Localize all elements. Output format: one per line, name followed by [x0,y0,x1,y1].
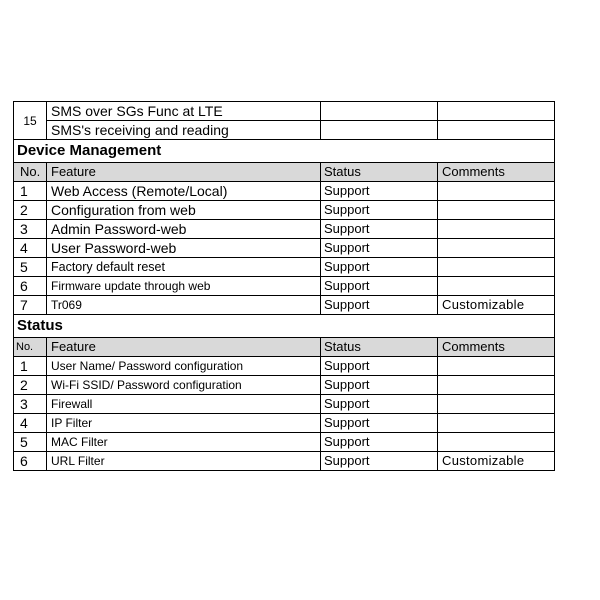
status-cell [321,121,438,140]
row-number: 3 [14,395,47,414]
status-cell: Support [321,357,438,376]
row-number: 5 [14,433,47,452]
header-feature: Feature [47,338,321,357]
table-row [14,395,555,414]
table-row [14,102,555,121]
comments-cell [438,239,555,258]
row-number: 6 [14,277,47,296]
feature-cell: IP Filter [47,414,321,433]
row-number: 4 [14,414,47,433]
comments-cell: Customizable [438,296,555,315]
table-row [14,376,555,395]
comments-cell [438,277,555,296]
feature-cell: User Password-web [47,239,321,258]
header-comments: Comments [438,163,555,182]
feature-spec-sheet [13,101,554,471]
feature-cell: User Name/ Password configuration [47,357,321,376]
feature-table [13,101,555,471]
comments-cell [438,102,555,121]
row-number: 1 [14,182,47,201]
feature-cell: Configuration from web [47,201,321,220]
row-number: 15 [14,102,47,140]
status-cell: Support [321,258,438,277]
table-row [14,433,555,452]
section-heading-row [14,140,555,163]
comments-cell [438,201,555,220]
comments-cell [438,433,555,452]
table-row [14,296,555,315]
feature-cell: Admin Password-web [47,220,321,239]
status-cell: Support [321,220,438,239]
feature-cell: Firewall [47,395,321,414]
table-row [14,182,555,201]
status-cell: Support [321,182,438,201]
feature-cell: Tr069 [47,296,321,315]
comments-cell [438,258,555,277]
header-no: No. [14,338,47,357]
section-title-device-management: Device Management [14,140,555,163]
feature-cell: Web Access (Remote/Local) [47,182,321,201]
row-number: 5 [14,258,47,277]
table-row [14,452,555,471]
comments-cell [438,121,555,140]
table-row [14,357,555,376]
comments-cell [438,220,555,239]
table-row [14,277,555,296]
row-number: 2 [14,201,47,220]
row-number: 1 [14,357,47,376]
table-row [14,121,555,140]
row-number: 6 [14,452,47,471]
header-status: Status [321,163,438,182]
status-cell: Support [321,277,438,296]
row-number: 3 [14,220,47,239]
status-cell: Support [321,414,438,433]
table-row [14,220,555,239]
header-status: Status [321,338,438,357]
table-row [14,239,555,258]
feature-cell: SMS over SGs Func at LTE [47,102,321,121]
table-row [14,201,555,220]
column-header-row [14,338,555,357]
comments-cell [438,395,555,414]
status-cell: Support [321,296,438,315]
status-cell: Support [321,452,438,471]
header-no: No. [14,163,47,182]
feature-cell: MAC Filter [47,433,321,452]
status-cell: Support [321,376,438,395]
comments-cell [438,182,555,201]
row-number: 4 [14,239,47,258]
section-title-status: Status [14,315,555,338]
header-feature: Feature [47,163,321,182]
comments-cell [438,357,555,376]
comments-cell: Customizable [438,452,555,471]
status-cell: Support [321,201,438,220]
section-heading-row [14,315,555,338]
table-row [14,258,555,277]
feature-cell: Firmware update through web [47,277,321,296]
feature-cell: Wi-Fi SSID/ Password configuration [47,376,321,395]
comments-cell [438,376,555,395]
table-row [14,414,555,433]
row-number: 7 [14,296,47,315]
feature-cell: Factory default reset [47,258,321,277]
header-comments: Comments [438,338,555,357]
status-cell [321,102,438,121]
status-cell: Support [321,433,438,452]
column-header-row [14,163,555,182]
comments-cell [438,414,555,433]
status-cell: Support [321,395,438,414]
feature-cell: SMS's receiving and reading [47,121,321,140]
row-number: 2 [14,376,47,395]
status-cell: Support [321,239,438,258]
feature-cell: URL Filter [47,452,321,471]
